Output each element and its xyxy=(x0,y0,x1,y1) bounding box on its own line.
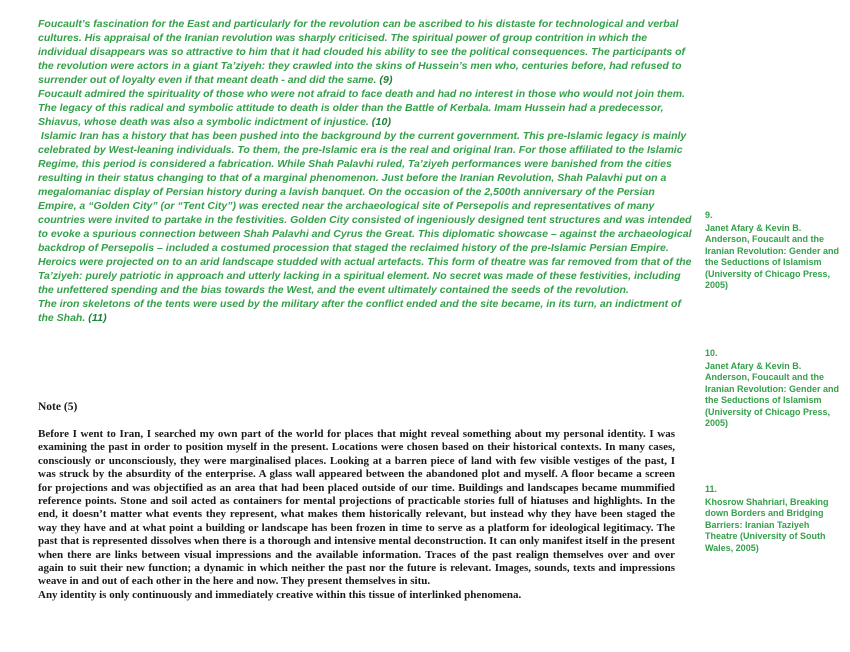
essay-paragraph xyxy=(38,297,693,325)
margin-footnote xyxy=(705,210,843,292)
footnote-number: 9. xyxy=(705,210,713,220)
note-paragraph: Before I went to Iran, I searched my own part of the world for places that might reveal something about my personal identity. I was examining the past in order to position myself in the present. Locations were chosen based on their historical contexts. In many cases, consciously or unconsciously, they were marginalised places. Looking at a barren piece of land with few visible vestiges of the past, I was struck by the absurdity of the enterprise. A glass wall appeared between the abandoned plot and myself. A floor became a screen for projections and was objectified as an area that had been placed outside of our time. Buildings and landscapes became mummified reference points. Stone and soil acted as containers for mental projections of practicable stories full of hiatuses and highlights. In the end, it doesn’t matter what events they represent, what makes them historically relevant, but instead why they have been staged the way they have and at what point a building or landscape has been frozen in time to serve as a platform for ideological legitimacy. The past that is represented dissolves when there is a thorough and intensive mental deconstruction. It can only manifest itself in the present when there are links between visual impressions and the available information. Traces of the past realign themselves over and over again to suit their new function; a dynamic in which neither the past nor the future is relevant. Images, sounds, texts and impressions weave in and out of each other in the here and now. They present themselves in situ. xyxy=(38,428,675,588)
footnote-text: Janet Afary & Kevin B. Anderson, Foucault and the Iranian Revolution: Gender and the Seductions of Islamism (University of Chicago Press, 2005) xyxy=(705,222,840,290)
essay-paragraph xyxy=(38,17,693,87)
essay-text-segment: The iron skeletons of the tents were used by the military after the conflict ended and the site became, in its turn, an indictment of the Shah. xyxy=(38,298,684,324)
footnote-number: 10. xyxy=(705,348,718,358)
essay-paragraph xyxy=(38,87,693,129)
essay-text-segment: Foucault admired the spirituality of those who were not afraid to face death and had no interest in those who would not join them. The legacy of this radical and symbolic attitude to death is older than the Battle of Kerbala. Imam Hussein had a predecessor, Shiavus, whose death was also a symbolic indictment of injustice. xyxy=(38,88,688,128)
note-heading: Note (5) xyxy=(38,401,78,413)
footnote-number: 11. xyxy=(705,484,718,494)
footnote-text: Janet Afary & Kevin B. Anderson, Foucault and the Iranian Revolution: Gender and the Seductions of Islamism (University of Chicago Press, 2005) xyxy=(705,360,840,428)
footnote-text: Khosrow Shahriari, Breaking down Borders and Bridging Barriers: Iranian Taziyeh Theatre (University of South Wales, 2005) xyxy=(705,496,829,553)
footnote-marker: (11) xyxy=(88,312,107,324)
essay-paragraph xyxy=(38,129,693,297)
essay-text-segment: Foucault’s fascination for the East and particularly for the revolution can be ascribed to his distaste for technological and verbal cultures. His appraisal of the Iranian revolution was sharply criticised. The spiritual power of group contrition in which the individual disappears was so attractive to him that it had clouded his ability to see the political consequences. The participants of the revolution were actors in a giant Ta’ziyeh: they crawled into the skins of Hussein’s men who, centuries before, had refused to surrender out of loyalty even if that meant death - and did the same. xyxy=(38,18,688,86)
footnote-marker: (9) xyxy=(379,74,393,86)
essay-text-segment: Islamic Iran has a history that has been pushed into the background by the current government. This pre-Islamic legacy is mainly celebrated by West-leaning individuals. To them, the pre-Islamic era is the real and original Iran. For those affiliated to the Islamic Regime, this period is considered a fabrication. While Shah Palavhi ruled, Ta’ziyeh performances were banished from the cities resulting in their status changing to that of a marginal phenomenon. Just before the Iranian Revolution, Shah Palavhi put on a megalomaniac display of Persian history during a lavish banquet. On the occasion of the 2,500th anniversary of the Persian Empire, a “Golden City” (or “Tent City”) was erected near the archaeological site of Persepolis and representatives of many countries were invited to partake in the festivities. Golden City consisted of ingeniously designed tent structures and was intended to evoke a spurious connection between Shah Palavhi and Cyrus the Great. This diplomatic showcase – against the archaeological backdrop of Persepolis – included a costumed procession that staged the reclaimed history of the pre-Islamic Persian Empire. Heroics were projected on to an arid landscape studded with actual artefacts. This form of theatre was far removed from that of the Ta’ziyeh: purely patriotic in approach and utterly lacking in a spiritual element. No secret was made of these festivities, including the unfettered spending and the bias towards the West, and the event ultimately contained the seeds of the revolution. xyxy=(38,130,695,296)
note-paragraph: Any identity is only continuously and immediately creative within this tissue of interlinked phenomena. xyxy=(38,588,522,601)
note-body xyxy=(38,428,675,602)
margin-footnote xyxy=(705,484,843,554)
footnotes-column xyxy=(705,0,843,652)
essay-green-text xyxy=(38,17,693,325)
margin-footnote xyxy=(705,348,843,430)
footnote-marker: (10) xyxy=(371,116,392,128)
